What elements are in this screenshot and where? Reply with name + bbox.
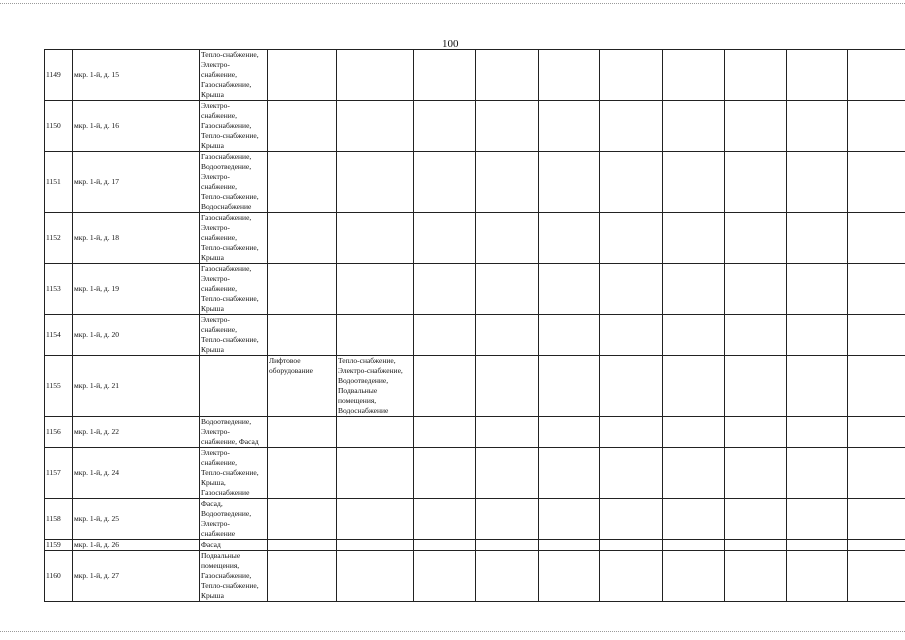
empty-cell (539, 50, 600, 101)
row-address: мкр. 1-й, д. 24 (73, 448, 200, 499)
row-lift-equipment (268, 213, 337, 264)
row-address: мкр. 1-й, д. 15 (73, 50, 200, 101)
scan-edge-bottom (0, 631, 905, 632)
empty-cell (600, 551, 663, 602)
empty-cell (848, 315, 905, 356)
table-row (45, 499, 905, 540)
row-other-works (337, 540, 414, 551)
empty-cell (787, 101, 848, 152)
table-row (45, 417, 905, 448)
empty-cell (539, 213, 600, 264)
empty-cell (848, 499, 905, 540)
empty-cell (848, 152, 905, 213)
row-systems: Электро- снабжение, Тепло-снабжение, Крыша (200, 315, 268, 356)
empty-cell (787, 448, 848, 499)
row-systems: Газоснабжение, Водоотведение, Электро- снабжение, Тепло-снабжение, Водоснабжение (200, 152, 268, 213)
row-lift-equipment: Лифтовое оборудование (268, 356, 337, 417)
empty-cell (539, 540, 600, 551)
row-other-works (337, 315, 414, 356)
empty-cell (663, 499, 725, 540)
row-other-works (337, 50, 414, 101)
row-lift-equipment (268, 50, 337, 101)
row-number: 1154 (45, 315, 73, 356)
empty-cell (663, 417, 725, 448)
empty-cell (476, 213, 539, 264)
empty-cell (725, 356, 787, 417)
table-row (45, 101, 905, 152)
empty-cell (600, 356, 663, 417)
table-row (45, 448, 905, 499)
empty-cell (414, 499, 476, 540)
table-row (45, 356, 905, 417)
row-address: мкр. 1-й, д. 26 (73, 540, 200, 551)
row-address: мкр. 1-й, д. 18 (73, 213, 200, 264)
row-number: 1152 (45, 213, 73, 264)
empty-cell (476, 540, 539, 551)
empty-cell (848, 50, 905, 101)
empty-cell (414, 448, 476, 499)
row-systems: Газоснабжение, Электро- снабжение, Тепло-снабжение, Крыша (200, 213, 268, 264)
row-lift-equipment (268, 417, 337, 448)
empty-cell (848, 551, 905, 602)
empty-cell (539, 315, 600, 356)
row-lift-equipment (268, 448, 337, 499)
row-address: мкр. 1-й, д. 25 (73, 499, 200, 540)
empty-cell (539, 101, 600, 152)
row-other-works (337, 551, 414, 602)
empty-cell (476, 448, 539, 499)
empty-cell (600, 213, 663, 264)
empty-cell (476, 50, 539, 101)
row-number: 1159 (45, 540, 73, 551)
empty-cell (539, 264, 600, 315)
row-lift-equipment (268, 101, 337, 152)
empty-cell (476, 264, 539, 315)
row-address: мкр. 1-й, д. 27 (73, 551, 200, 602)
row-number: 1153 (45, 264, 73, 315)
table-row (45, 264, 905, 315)
empty-cell (663, 152, 725, 213)
row-number: 1149 (45, 50, 73, 101)
empty-cell (539, 499, 600, 540)
row-number: 1157 (45, 448, 73, 499)
row-systems: Фасад, Водоотведение, Электро- снабжение (200, 499, 268, 540)
table-row (45, 152, 905, 213)
empty-cell (787, 50, 848, 101)
row-other-works (337, 417, 414, 448)
row-address: мкр. 1-й, д. 21 (73, 356, 200, 417)
row-systems: Фасад (200, 540, 268, 551)
empty-cell (414, 213, 476, 264)
empty-cell (725, 50, 787, 101)
empty-cell (476, 417, 539, 448)
empty-cell (414, 540, 476, 551)
row-other-works (337, 499, 414, 540)
empty-cell (848, 264, 905, 315)
empty-cell (663, 315, 725, 356)
empty-cell (600, 540, 663, 551)
empty-cell (414, 417, 476, 448)
empty-cell (414, 551, 476, 602)
empty-cell (600, 417, 663, 448)
empty-cell (663, 213, 725, 264)
table-row (45, 213, 905, 264)
empty-cell (663, 448, 725, 499)
empty-cell (476, 551, 539, 602)
empty-cell (725, 315, 787, 356)
empty-cell (725, 417, 787, 448)
empty-cell (663, 50, 725, 101)
row-address: мкр. 1-й, д. 17 (73, 152, 200, 213)
empty-cell (787, 152, 848, 213)
empty-cell (725, 499, 787, 540)
row-other-works (337, 213, 414, 264)
empty-cell (787, 213, 848, 264)
empty-cell (787, 417, 848, 448)
table-row (45, 50, 905, 101)
table-row (45, 540, 905, 551)
empty-cell (414, 264, 476, 315)
empty-cell (787, 315, 848, 356)
row-systems: Водоотведение, Электро- снабжение, Фасад (200, 417, 268, 448)
row-lift-equipment (268, 499, 337, 540)
empty-cell (848, 356, 905, 417)
empty-cell (539, 417, 600, 448)
empty-cell (600, 499, 663, 540)
row-systems (200, 356, 268, 417)
empty-cell (787, 356, 848, 417)
empty-cell (539, 551, 600, 602)
row-other-works (337, 448, 414, 499)
empty-cell (539, 356, 600, 417)
row-lift-equipment (268, 540, 337, 551)
empty-cell (476, 356, 539, 417)
empty-cell (848, 417, 905, 448)
empty-cell (414, 50, 476, 101)
empty-cell (600, 50, 663, 101)
empty-cell (787, 551, 848, 602)
empty-cell (414, 356, 476, 417)
table-row (45, 551, 905, 602)
empty-cell (848, 213, 905, 264)
empty-cell (539, 448, 600, 499)
empty-cell (600, 315, 663, 356)
empty-cell (600, 152, 663, 213)
row-other-works: Тепло-снабжение, Электро-снабжение, Водоотведение, Подвальные помещения, Водоснабжение (337, 356, 414, 417)
empty-cell (663, 264, 725, 315)
row-number: 1156 (45, 417, 73, 448)
empty-cell (848, 101, 905, 152)
row-other-works (337, 152, 414, 213)
empty-cell (414, 101, 476, 152)
row-number: 1155 (45, 356, 73, 417)
empty-cell (787, 499, 848, 540)
row-other-works (337, 101, 414, 152)
row-systems: Газоснабжение, Электро- снабжение, Тепло-снабжение, Крыша (200, 264, 268, 315)
empty-cell (414, 152, 476, 213)
empty-cell (848, 448, 905, 499)
empty-cell (663, 101, 725, 152)
empty-cell (725, 551, 787, 602)
table-row (45, 315, 905, 356)
empty-cell (725, 213, 787, 264)
empty-cell (663, 551, 725, 602)
row-number: 1150 (45, 101, 73, 152)
empty-cell (600, 448, 663, 499)
row-lift-equipment (268, 152, 337, 213)
empty-cell (600, 264, 663, 315)
empty-cell (725, 152, 787, 213)
row-lift-equipment (268, 264, 337, 315)
row-number: 1160 (45, 551, 73, 602)
empty-cell (725, 101, 787, 152)
row-address: мкр. 1-й, д. 22 (73, 417, 200, 448)
register-body (45, 50, 905, 602)
row-systems: Электро- снабжение, Тепло-снабжение, Крыша, Газоснабжение (200, 448, 268, 499)
row-lift-equipment (268, 315, 337, 356)
empty-cell (476, 315, 539, 356)
row-number: 1151 (45, 152, 73, 213)
row-address: мкр. 1-й, д. 20 (73, 315, 200, 356)
row-address: мкр. 1-й, д. 16 (73, 101, 200, 152)
empty-cell (414, 315, 476, 356)
row-systems: Тепло-снабжение, Электро- снабжение, Газоснабжение, Крыша (200, 50, 268, 101)
empty-cell (600, 101, 663, 152)
empty-cell (663, 356, 725, 417)
page-number: 100 (442, 38, 459, 50)
empty-cell (725, 540, 787, 551)
empty-cell (848, 540, 905, 551)
empty-cell (787, 540, 848, 551)
row-address: мкр. 1-й, д. 19 (73, 264, 200, 315)
empty-cell (663, 540, 725, 551)
row-systems: Электро- снабжение, Газоснабжение, Тепло-снабжение, Крыша (200, 101, 268, 152)
register-table (44, 49, 905, 602)
empty-cell (539, 152, 600, 213)
row-systems: Подвальные помещения, Газоснабжение, Тепло-снабжение, Крыша (200, 551, 268, 602)
row-other-works (337, 264, 414, 315)
row-lift-equipment (268, 551, 337, 602)
empty-cell (476, 101, 539, 152)
empty-cell (476, 152, 539, 213)
scan-edge-top (0, 3, 905, 4)
empty-cell (725, 264, 787, 315)
empty-cell (787, 264, 848, 315)
empty-cell (725, 448, 787, 499)
empty-cell (476, 499, 539, 540)
row-number: 1158 (45, 499, 73, 540)
